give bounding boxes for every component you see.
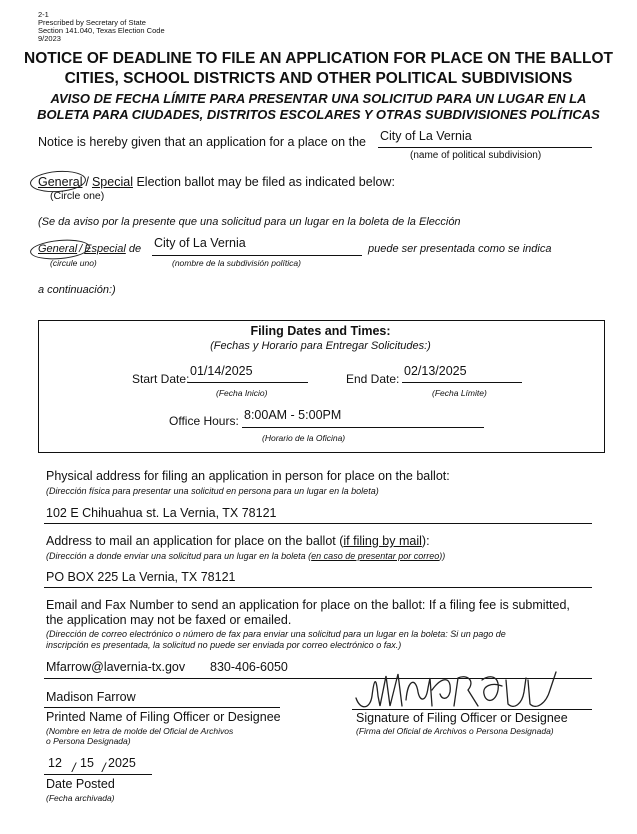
signature-line bbox=[352, 709, 592, 710]
email-label-es-1: (Dirección de correo electrónico o número de fax para enviar una solicitud para un lugar en la boleta: Si un pago de bbox=[46, 629, 506, 639]
office-hours-caption: (Horario de la Oficina) bbox=[262, 433, 346, 443]
code-section: Section 141.040, Texas Election Code bbox=[38, 26, 165, 35]
es-intro: (Se da aviso por la presente que una solicitud para un lugar en la boleta de la Elección bbox=[38, 216, 461, 228]
start-date-label: Start Date: bbox=[132, 372, 190, 386]
fax-value: 830-406-6050 bbox=[210, 660, 288, 674]
posted-label-es: (Fecha archivada) bbox=[46, 793, 115, 803]
subdivision-value: City of La Vernia bbox=[380, 129, 472, 143]
mail-label-underlined: if filing by mail bbox=[343, 534, 422, 548]
es-subdivision-value: City of La Vernia bbox=[154, 236, 246, 250]
form-date: 9/2023 bbox=[38, 34, 61, 43]
mail-label-end: ): bbox=[421, 534, 430, 548]
start-date-value: 01/14/2025 bbox=[190, 364, 253, 378]
posted-year: 2025 bbox=[108, 756, 136, 770]
filing-heading-es: (Fechas y Horario para Entregar Solicitudes:) bbox=[210, 340, 431, 352]
circle-one-caption: (Circle one) bbox=[50, 190, 105, 202]
end-date-line bbox=[402, 382, 522, 383]
notice-intro: Notice is hereby given that an application for a place on the bbox=[38, 135, 366, 149]
mail-line bbox=[44, 587, 592, 588]
end-date-caption: (Fecha Límite) bbox=[432, 388, 487, 398]
subdivision-caption: (name of political subdivision) bbox=[410, 150, 542, 161]
es-tail: puede ser presentada como se indica bbox=[368, 243, 552, 255]
mail-label-start: Address to mail an application for place on the ballot ( bbox=[46, 534, 344, 548]
email-value: Mfarrow@lavernia-tx.gov bbox=[46, 660, 186, 674]
mail-value: PO BOX 225 La Vernia, TX 78121 bbox=[46, 570, 236, 584]
title-line-2: CITIES, SCHOOL DISTRICTS AND OTHER POLITICAL SUBDIVISIONS bbox=[64, 70, 573, 87]
signature-label: Signature of Filing Officer or Designee bbox=[356, 711, 568, 725]
filing-heading: Filing Dates and Times: bbox=[250, 324, 391, 338]
title-line-1: NOTICE OF DEADLINE TO FILE AN APPLICATION FOR PLACE ON THE BALLOT bbox=[24, 50, 613, 67]
email-label-1: Email and Fax Number to send an application for place on the ballot: If a filing fee is submitted, bbox=[46, 598, 570, 612]
officer-name-label-es-2: o Persona Designada) bbox=[46, 736, 131, 746]
es-special-label: Especial bbox=[84, 243, 126, 255]
mail-label-es-end: )) bbox=[439, 551, 446, 561]
end-date-value: 02/13/2025 bbox=[404, 364, 467, 378]
special-label: Special bbox=[91, 175, 133, 189]
es-de: de bbox=[128, 243, 142, 255]
posted-line bbox=[44, 774, 152, 775]
es-circle-one: (circule uno) bbox=[50, 258, 97, 268]
physical-value: 102 E Chihuahua st. La Vernia, TX 78121 bbox=[46, 506, 277, 520]
es-general-option bbox=[38, 243, 141, 255]
subdivision-line bbox=[378, 147, 592, 148]
mail-label-es-underlined: en caso de presentar por correo bbox=[311, 551, 440, 561]
es-subdivision-caption: (nombre de la subdivisión política) bbox=[172, 258, 301, 268]
prescribed-by: Prescribed by Secretary of State bbox=[38, 18, 146, 27]
officer-name-label: Printed Name of Filing Officer or Designee bbox=[46, 710, 281, 724]
physical-label: Physical address for filing an application in person for place on the ballot: bbox=[46, 469, 450, 483]
election-text: Election ballot may be filed as indicated below: bbox=[136, 175, 395, 189]
posted-month: 12 bbox=[48, 756, 62, 770]
posted-label: Date Posted bbox=[46, 777, 115, 791]
officer-name-value: Madison Farrow bbox=[46, 690, 136, 704]
office-hours-line bbox=[242, 427, 484, 428]
posted-sep-2: / bbox=[102, 760, 106, 775]
es-general-label: General bbox=[38, 243, 78, 255]
officer-name-label-es-1: (Nombre en letra de molde del Oficial de Archivos bbox=[46, 726, 234, 736]
physical-label-es: (Dirección física para presentar una solicitud en persona para un lugar en la boleta) bbox=[46, 486, 379, 496]
physical-line bbox=[44, 523, 592, 524]
office-hours-value: 8:00AM - 5:00PM bbox=[244, 408, 342, 422]
title-es-line-2: BOLETA PARA CIUDADES, DISTRITOS ESCOLARES Y OTRAS SUBDIVISIONES POLÍTICAS bbox=[37, 107, 600, 122]
es-continuation: a continuación:) bbox=[38, 284, 116, 296]
posted-day: 15 bbox=[80, 756, 94, 770]
office-hours-label: Office Hours: bbox=[169, 414, 239, 428]
mail-label-es-start: (Dirección a donde enviar una solicitud para un lugar en la boleta ( bbox=[46, 551, 312, 561]
officer-name-line bbox=[44, 707, 280, 708]
email-label-2: the application may not be faxed or emailed. bbox=[46, 613, 292, 627]
end-date-label: End Date: bbox=[346, 372, 400, 386]
posted-sep-1: / bbox=[72, 760, 76, 775]
signature-label-es: (Firma del Oficial de Archivos o Persona Designada) bbox=[356, 726, 554, 736]
title-es-line-1: AVISO DE FECHA LÍMITE PARA PRESENTAR UNA SOLICITUD PARA UN LUGAR EN LA bbox=[50, 91, 587, 106]
handwritten-signature bbox=[352, 666, 572, 712]
start-date-caption: (Fecha Inicio) bbox=[216, 388, 268, 398]
start-date-line bbox=[188, 382, 308, 383]
es-option-separator: / bbox=[79, 243, 83, 255]
form-number: 2-1 bbox=[38, 10, 49, 19]
email-label-es-2: inscripción es presentada, la solicitud no puede ser enviada por correo electrónico o fax.) bbox=[46, 640, 402, 650]
general-option bbox=[38, 175, 395, 189]
mail-label bbox=[46, 534, 430, 548]
option-separator: / bbox=[85, 175, 89, 189]
general-label: General bbox=[38, 175, 83, 189]
mail-label-es bbox=[46, 551, 445, 561]
es-subdivision-line bbox=[152, 255, 362, 256]
